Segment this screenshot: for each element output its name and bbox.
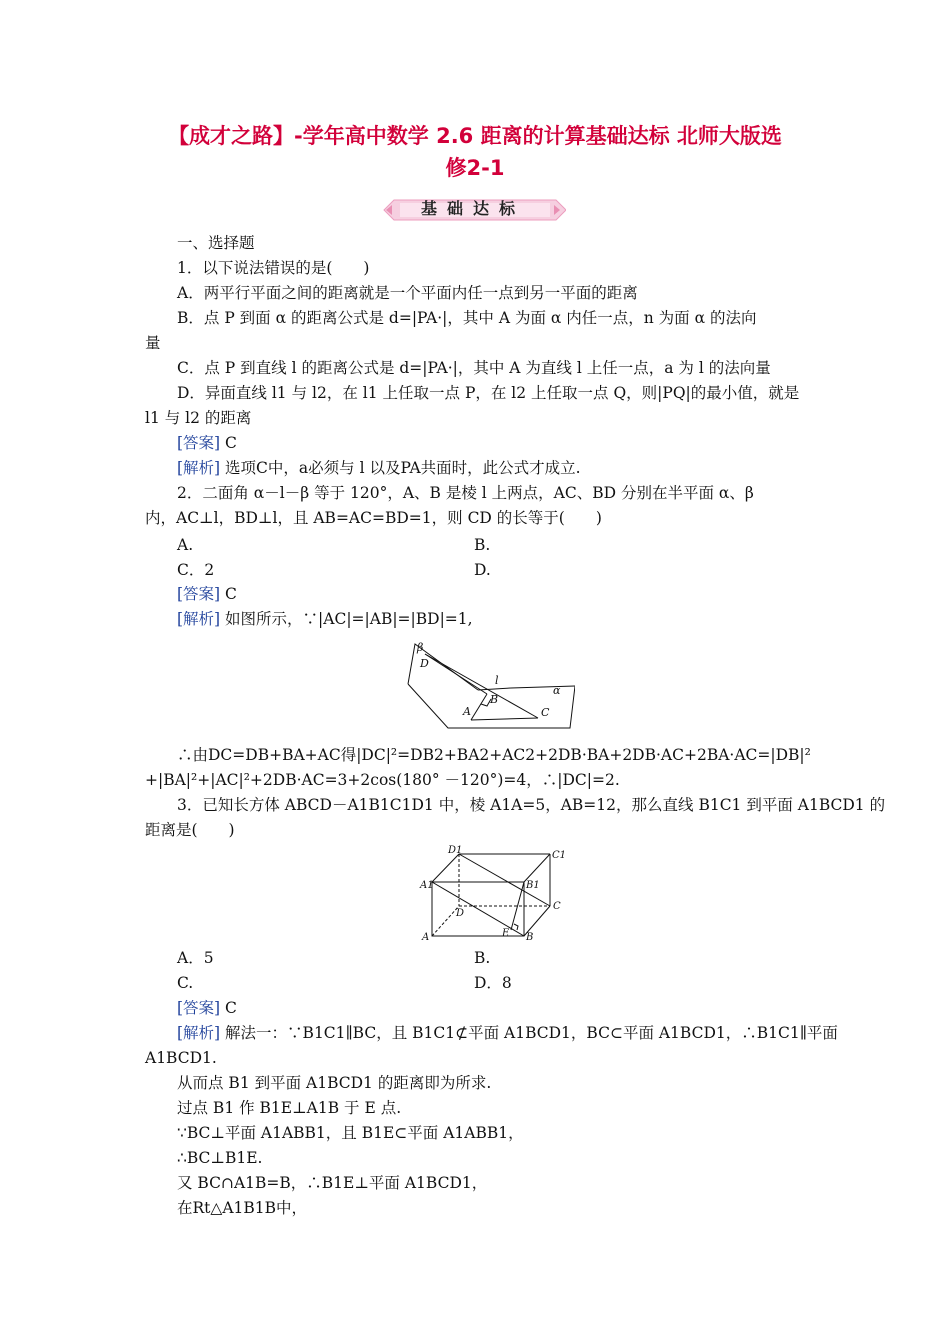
q2-option-a: A. — [177, 536, 194, 554]
analysis-tag: [解析] — [177, 610, 221, 628]
section-heading: 一、选择题 — [177, 234, 255, 252]
q3-analysis — [177, 1023, 838, 1043]
q1-analysis — [177, 458, 581, 478]
right-angle-mark — [514, 924, 518, 930]
answer-value: C — [225, 999, 237, 1017]
label-d: D — [456, 908, 465, 919]
q3-option-a: A．5 — [177, 949, 214, 967]
q3-step-6: 在Rt△A1B1B中， — [177, 1199, 308, 1217]
q1-option-c: C．点 P 到直线 l 的距离公式是 d=|PA·|，其中 A 为直线 l 上任一点，a 为 l 的法向量 — [177, 359, 771, 377]
dihedral-angle-figure — [405, 636, 575, 734]
segment-ac — [471, 718, 538, 720]
edge-l — [478, 688, 511, 690]
q2-option-b: B. — [474, 536, 491, 554]
analysis-text: 选项C中，a必须与 l 以及PA共面时，此公式才成立. — [225, 459, 581, 477]
q1-option-d: D．异面直线 l1 与 l2，在 l1 上任取一点 P，在 l2 上任取一点 Q，则|PQ|的最小值，就是 — [177, 384, 800, 402]
answer-tag: [答案] — [177, 999, 221, 1017]
label-c1: C1 — [552, 850, 566, 861]
q3-option-c: C. — [177, 974, 194, 992]
label-b: B — [490, 693, 499, 706]
segment-b1e — [511, 882, 524, 930]
q1-option-b-cont: 量 — [145, 334, 161, 352]
label-d: D — [420, 657, 429, 670]
question-3-cont: 距离是( ) — [145, 821, 235, 839]
label-b1: B1 — [526, 880, 540, 891]
label-a1: A1 — [420, 880, 434, 891]
answer-value: C — [225, 585, 237, 603]
q3-step-3: ∵BC⊥平面 A1ABB1，且 B1E⊂平面 A1ABB1， — [177, 1124, 524, 1142]
q3-step-4: ∴BC⊥B1E. — [177, 1149, 263, 1167]
label-b: B — [526, 932, 534, 942]
q1-answer — [177, 433, 237, 453]
q2-analysis — [177, 609, 473, 629]
question-3: 3．已知长方体 ABCD－A1B1C1D1 中，棱 A1A=5，AB=12，那么直线 B1C1 到平面 A1BCD1 的 — [177, 796, 886, 814]
segment-ab — [471, 694, 487, 720]
plane-alpha — [408, 684, 575, 728]
diagonal-a1b — [432, 882, 524, 936]
segment-dc — [425, 654, 538, 718]
label-e: E — [502, 928, 510, 939]
analysis-text: 如图所示，∵|AC|=|AB|=|BD|=1, — [225, 610, 473, 628]
section-banner — [380, 197, 566, 223]
q2-derivation-2: +|BA|²+|AC|²+2DB·AC=3+2cos(180° －120°)=4，∴|DC|=2. — [145, 771, 620, 789]
section-banner-title: 基础达标 — [420, 199, 525, 218]
answer-value: C — [225, 434, 237, 452]
q3-option-b: B. — [474, 949, 491, 967]
label-l: l — [495, 674, 499, 687]
q1-option-d-cont: l1 与 l2 的距离 — [145, 409, 252, 427]
label-a: A — [463, 705, 471, 718]
q3-answer — [177, 998, 237, 1018]
segment-bd — [425, 654, 487, 694]
question-1: 1．以下说法错误的是( ) — [177, 259, 370, 277]
q2-derivation-1: ∴由DC=DB+BA+AC得|DC|²=DB2+BA2+AC2+2DB·BA+2DB·AC+2BA·AC=|DB|² — [177, 746, 811, 764]
label-c: C — [541, 706, 550, 719]
question-2: 2．二面角 α－l－β 等于 120°，A、B 是棱 l 上两点，AC、BD 分别在半平面 α、β — [177, 484, 754, 502]
answer-tag: [答案] — [177, 585, 221, 603]
label-alpha: α — [553, 684, 561, 697]
q3-step-1: 从而点 B1 到平面 A1BCD1 的距离即为所求. — [177, 1074, 492, 1092]
q3-step-2: 过点 B1 作 B1E⊥A1B 于 E 点. — [177, 1099, 402, 1117]
label-d1: D1 — [448, 845, 463, 856]
document-title-line-1: 【成才之路】-学年高中数学 2.6 距离的计算基础达标 北师大版选 — [168, 124, 782, 148]
q1-option-a: A．两平行平面之间的距离就是一个平面内任一点到另一平面的距离 — [177, 284, 638, 302]
document-title-line-2: 修2-1 — [445, 156, 505, 180]
q3-step-5: 又 BC∩A1B=B，∴B1E⊥平面 A1BCD1， — [177, 1174, 488, 1192]
q2-option-d: D. — [474, 561, 491, 579]
q3-option-d: D．8 — [474, 974, 512, 992]
analysis-text: 解法一：∵B1C1∥BC，且 B1C1⊄平面 A1BCD1，BC⊂平面 A1BCD1，∴B1C1∥平面 — [225, 1024, 838, 1042]
analysis-tag: [解析] — [177, 1024, 221, 1042]
q2-answer — [177, 584, 237, 604]
label-a: A — [422, 932, 430, 942]
label-beta: β — [417, 641, 424, 654]
q2-option-c: C．2 — [177, 561, 215, 579]
q3-analysis-cont: A1BCD1. — [145, 1049, 217, 1067]
answer-tag: [答案] — [177, 434, 221, 452]
question-2-cont: 内，AC⊥l，BD⊥l，且 AB=AC=BD=1，则 CD 的长等于( ) — [145, 509, 602, 527]
analysis-tag: [解析] — [177, 459, 221, 477]
hidden-edges — [432, 854, 550, 936]
label-c: C — [553, 901, 561, 912]
q1-option-b: B．点 P 到面 α 的距离公式是 d=|PA·|，其中 A 为面 α 内任一点，n 为面 α 的法向 — [177, 309, 757, 327]
cuboid-figure — [418, 842, 566, 942]
